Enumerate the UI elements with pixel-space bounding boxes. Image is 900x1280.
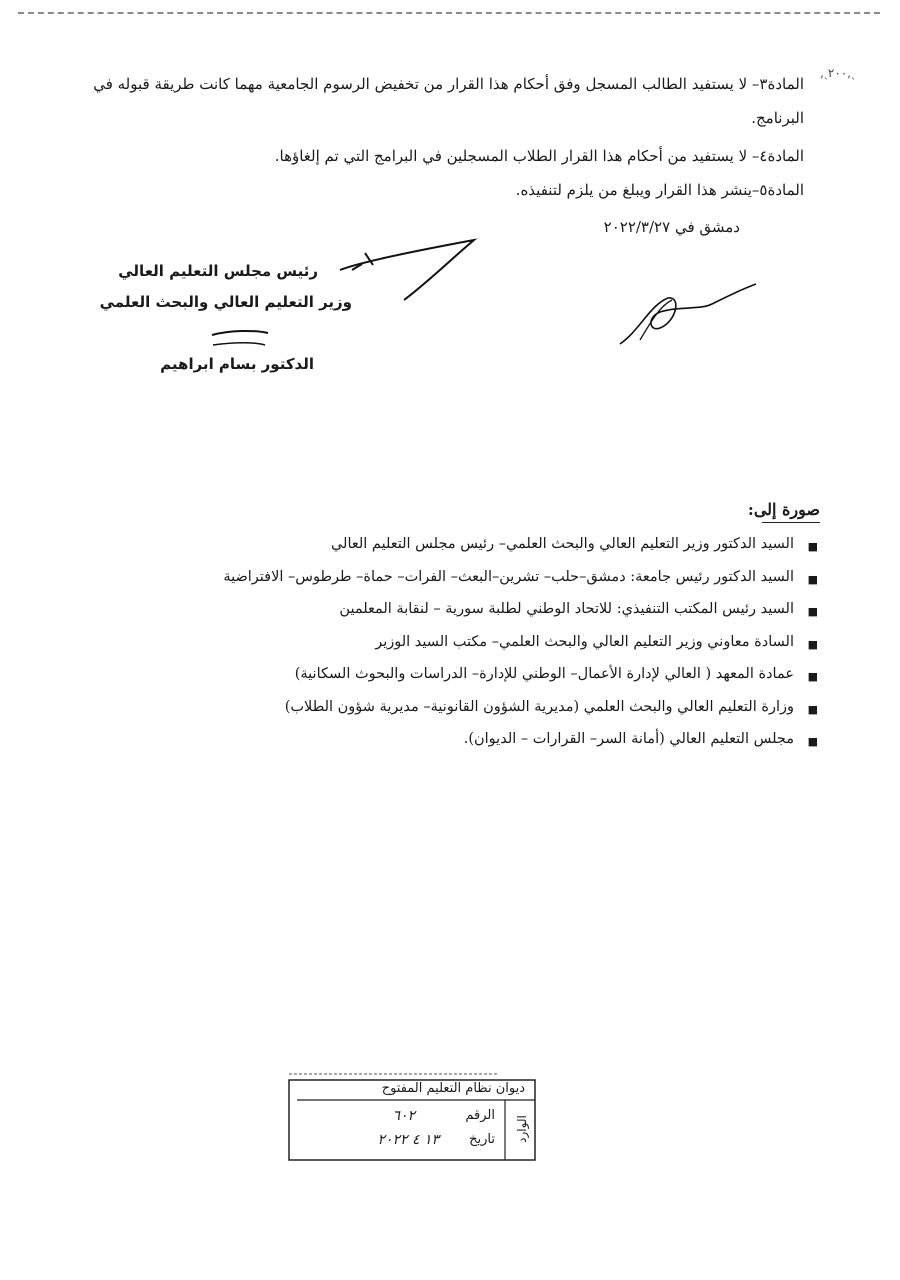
article-3-line-1: المادة٣– لا يستفيد الطالب المسجل وفق أحكام هذا القرار من تخفيض الرسوم الجامعية مهما كانت طريقة قبوله في xyxy=(93,75,804,93)
stamp-side-label: الوارد xyxy=(515,1115,529,1143)
cc-title: صورة إلى: xyxy=(747,500,820,519)
article-3-line-2: البرنامج. xyxy=(751,109,804,127)
cc-item-text: مجلس التعليم العالي (أمانة السر– القرارات – الديوان). xyxy=(463,731,794,747)
cc-item xyxy=(220,664,820,697)
signatory-title-1: رئيس مجلس التعليم العالي xyxy=(118,262,318,280)
stamp-number-value: ٦٠٢ xyxy=(392,1108,415,1124)
stamp-date-label: تاريخ xyxy=(469,1132,495,1147)
bullet-icon: ■ xyxy=(807,702,818,716)
cc-item-text: السادة معاوني وزير التعليم العالي والبحث العلمي– مكتب السيد الوزير xyxy=(375,633,794,650)
cc-item xyxy=(220,632,820,665)
cc-list xyxy=(220,534,820,762)
cc-item xyxy=(220,697,820,730)
cc-item-text: وزارة التعليم العالي والبحث العلمي (مديرية الشؤون القانونية– مديرية شؤون الطلاب) xyxy=(284,698,794,715)
bullet-icon: ■ xyxy=(807,637,818,651)
stamp-number-label: الرقم xyxy=(465,1108,495,1123)
cc-item xyxy=(220,567,820,600)
cc-title-underline xyxy=(762,522,820,523)
stamp-date-value: ١٣ ٤ ٢٠٢٢ xyxy=(377,1132,439,1148)
cc-item xyxy=(220,599,820,632)
cc-item-text: السيد الدكتور رئيس جامعة: دمشق–حلب– تشرين–البعث– الفرات– حماة– طرطوس– الافتراضية xyxy=(223,568,794,585)
signatory-title-2: وزير التعليم العالي والبحث العلمي xyxy=(99,293,352,311)
signature-scribbles xyxy=(0,0,900,400)
cc-item-text: السيد الدكتور وزير التعليم العالي والبحث العلمي– رئيس مجلس التعليم العالي xyxy=(330,536,794,552)
bullet-icon: ■ xyxy=(807,670,818,683)
bullet-icon: ■ xyxy=(807,540,818,553)
article-4: المادة٤– لا يستفيد من أحكام هذا القرار الطلاب المسجلين في البرامج التي تم إلغاؤها. xyxy=(274,147,804,165)
bullet-icon: ■ xyxy=(807,572,818,586)
article-5: المادة٥–ينشر هذا القرار ويبلغ من يلزم لتنفيذه. xyxy=(515,181,804,199)
signatory-name: الدكتور بسام ابراهيم xyxy=(160,355,314,373)
bullet-icon: ■ xyxy=(807,605,818,618)
cc-item xyxy=(220,534,820,567)
stamp-header: ديوان نظام التعليم المفتوح xyxy=(381,1081,525,1096)
cc-item xyxy=(220,729,820,762)
bullet-icon: ■ xyxy=(807,735,818,748)
margin-scan-marks: ‚ˏ٢٠٠‚ˏ xyxy=(820,66,855,80)
cc-item-text: السيد رئيس المكتب التنفيذي: للاتحاد الوطني لطلبة سورية – لنقابة المعلمين xyxy=(339,601,794,617)
issue-date: دمشق في ٢٠٢٢/٣/٢٧ xyxy=(603,218,740,236)
registry-stamp xyxy=(287,1070,539,1162)
cc-item-text: عمادة المعهد ( العالي لإدارة الأعمال– الوطني للإدارة– الدراسات والبحوث السكانية) xyxy=(294,666,794,682)
